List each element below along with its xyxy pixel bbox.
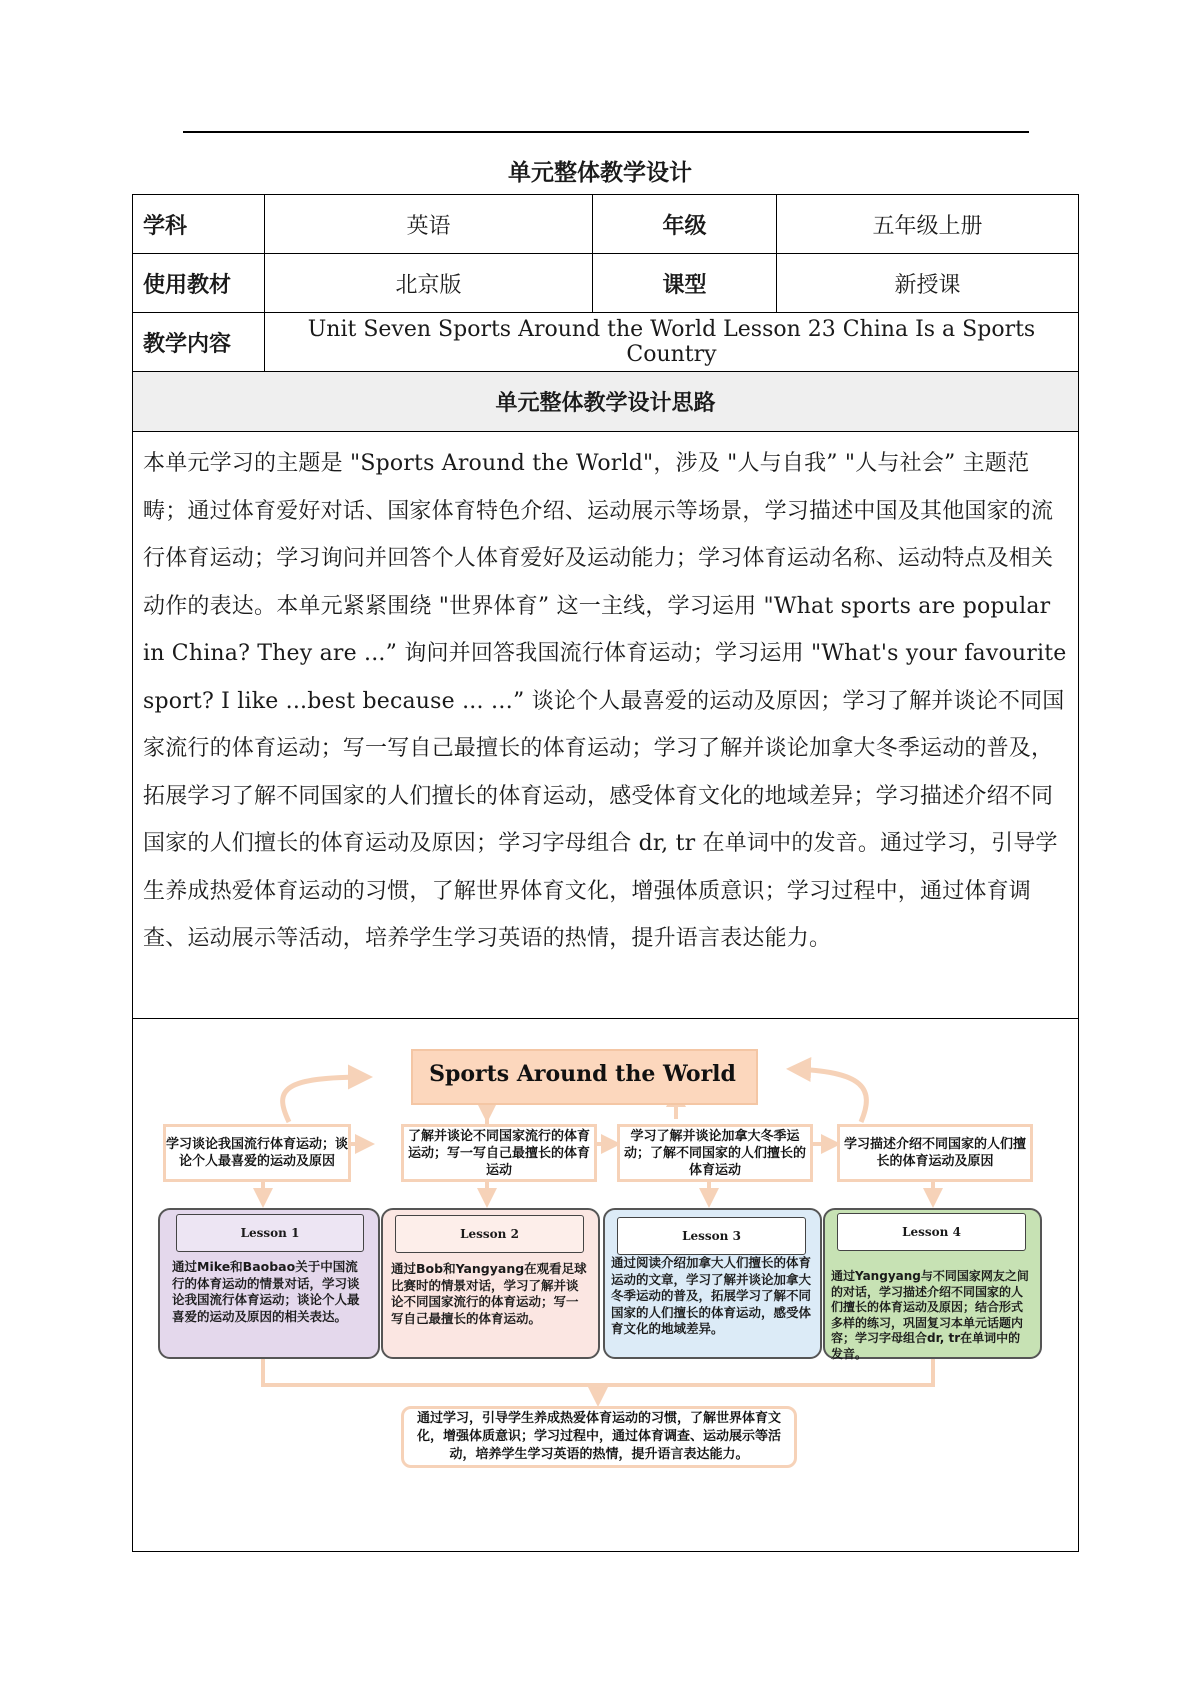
- center-title: Sports Around the World: [429, 1061, 736, 1087]
- lesson-2-text: 通过Bob和Yangyang在观看足球比赛时的情景对话，学习了解并谈论不同国家流行的体育运动；写一写自己最擅长的体育运动。: [391, 1261, 587, 1326]
- lesson-4-tag: Lesson 4: [837, 1213, 1026, 1251]
- textbook-label: 使用教材: [133, 254, 265, 313]
- unit-diagram: [133, 1019, 1079, 1552]
- subject-value: 英语: [265, 195, 593, 254]
- objective-4: 学习描述介绍不同国家的人们擅长的体育运动及原因: [837, 1124, 1033, 1182]
- lesson-1-tag: Lesson 1: [176, 1214, 364, 1252]
- objective-3: 学习了解并谈论加拿大冬季运动；了解不同国家的人们擅长的体育运动: [617, 1124, 813, 1182]
- grade-label: 年级: [593, 195, 777, 254]
- row-design-heading: [133, 372, 1079, 432]
- lesson-2-tag: Lesson 2: [395, 1215, 584, 1253]
- diagram-canvas: [133, 1019, 1079, 1551]
- summary-box: 通过学习，引导学生养成热爱体育运动的习惯，了解世界体育文化，增强体质意识；学习过程中，通过体育调查、运动展示等活动，培养学生学习英语的热情，提升语言表达能力。: [401, 1406, 797, 1468]
- document-title: 单元整体教学设计: [508, 160, 692, 186]
- content-label: 教学内容: [133, 313, 265, 372]
- lesson-type-value: 新授课: [777, 254, 1079, 313]
- subject-label: 学科: [133, 195, 265, 254]
- objective-1: 学习谈论我国流行体育运动；谈论个人最喜爱的运动及原因: [163, 1124, 351, 1182]
- content-value: Unit Seven Sports Around the World Lesson 23 China Is a Sports Country: [265, 313, 1079, 372]
- objective-2: 了解并谈论不同国家流行的体育运动；写一写自己最擅长的体育运动: [401, 1124, 597, 1182]
- lesson-4-text: 通过Yangyang与不同国家网友之间的对话，学习描述介绍不同国家的人们擅长的体育运动及原因；结合形式多样的练习，巩固复习本单元话题内容；学习字母组合dr, tr在单词中的发音。: [831, 1269, 1029, 1361]
- design-heading: 单元整体教学设计思路: [133, 372, 1079, 432]
- design-table: [132, 194, 1079, 1552]
- design-paragraph: 本单元学习的主题是 "Sports Around the World"，涉及 "人与自我” "人与社会” 主题范畴；通过体育爱好对话、国家体育特色介绍、运动展示等场景，学习描述中国及其他国家的流行体育运动；学习询问并回答个人体育爱好及运动能力；学习体育运动名称、运动特点及相关动作的表达。本单元紧紧围绕 "世界体育” 这一主线，学习运用 "What sports are popular in China? They are ...” 询问并回答我国流行体育运动；学习运用 "What's your favourite sport? I like ...best because ... …” 谈论个人最喜爱的运动及原因；学习了解并谈论不同国家流行的体育运动；写一写自己最擅长的体育运动；学习了解并谈论加拿大冬季运动的普及，拓展学习了解不同国家的人们擅长的体育运动，感受体育文化的地域差异；学习描述介绍不同国家的人们擅长的体育运动及原因；学习字母组合 dr, tr 在单词中的发音。通过学习，引导学生养成热爱体育运动的习惯，了解世界体育文化，增强体质意识；学习过程中，通过体育调查、运动展示等活动，培养学生学习英语的热情，提升语言表达能力。: [133, 432, 1079, 1019]
- lesson-1-text: 通过Mike和Baobao关于中国流行的体育运动的情景对话，学习谈论我国流行体育运动；谈论个人最喜爱的运动及原因的相关表达。: [172, 1259, 360, 1324]
- row-subject: [133, 195, 1079, 254]
- grade-value: 五年级上册: [777, 195, 1079, 254]
- row-diagram: [133, 1019, 1079, 1552]
- lesson-3-tag: Lesson 3: [617, 1217, 806, 1255]
- header-rule: [183, 131, 1029, 133]
- lesson-3-text: 通过阅读介绍加拿大人们擅长的体育运动的文章，学习了解并谈论加拿大冬季运动的普及，拓展学习了解不同国家的人们擅长的体育运动，感受体育文化的地域差异。: [611, 1255, 812, 1336]
- row-content: [133, 313, 1079, 372]
- row-design-paragraph: [133, 432, 1079, 1019]
- textbook-value: 北京版: [265, 254, 593, 313]
- row-textbook: [133, 254, 1079, 313]
- lesson-type-label: 课型: [593, 254, 777, 313]
